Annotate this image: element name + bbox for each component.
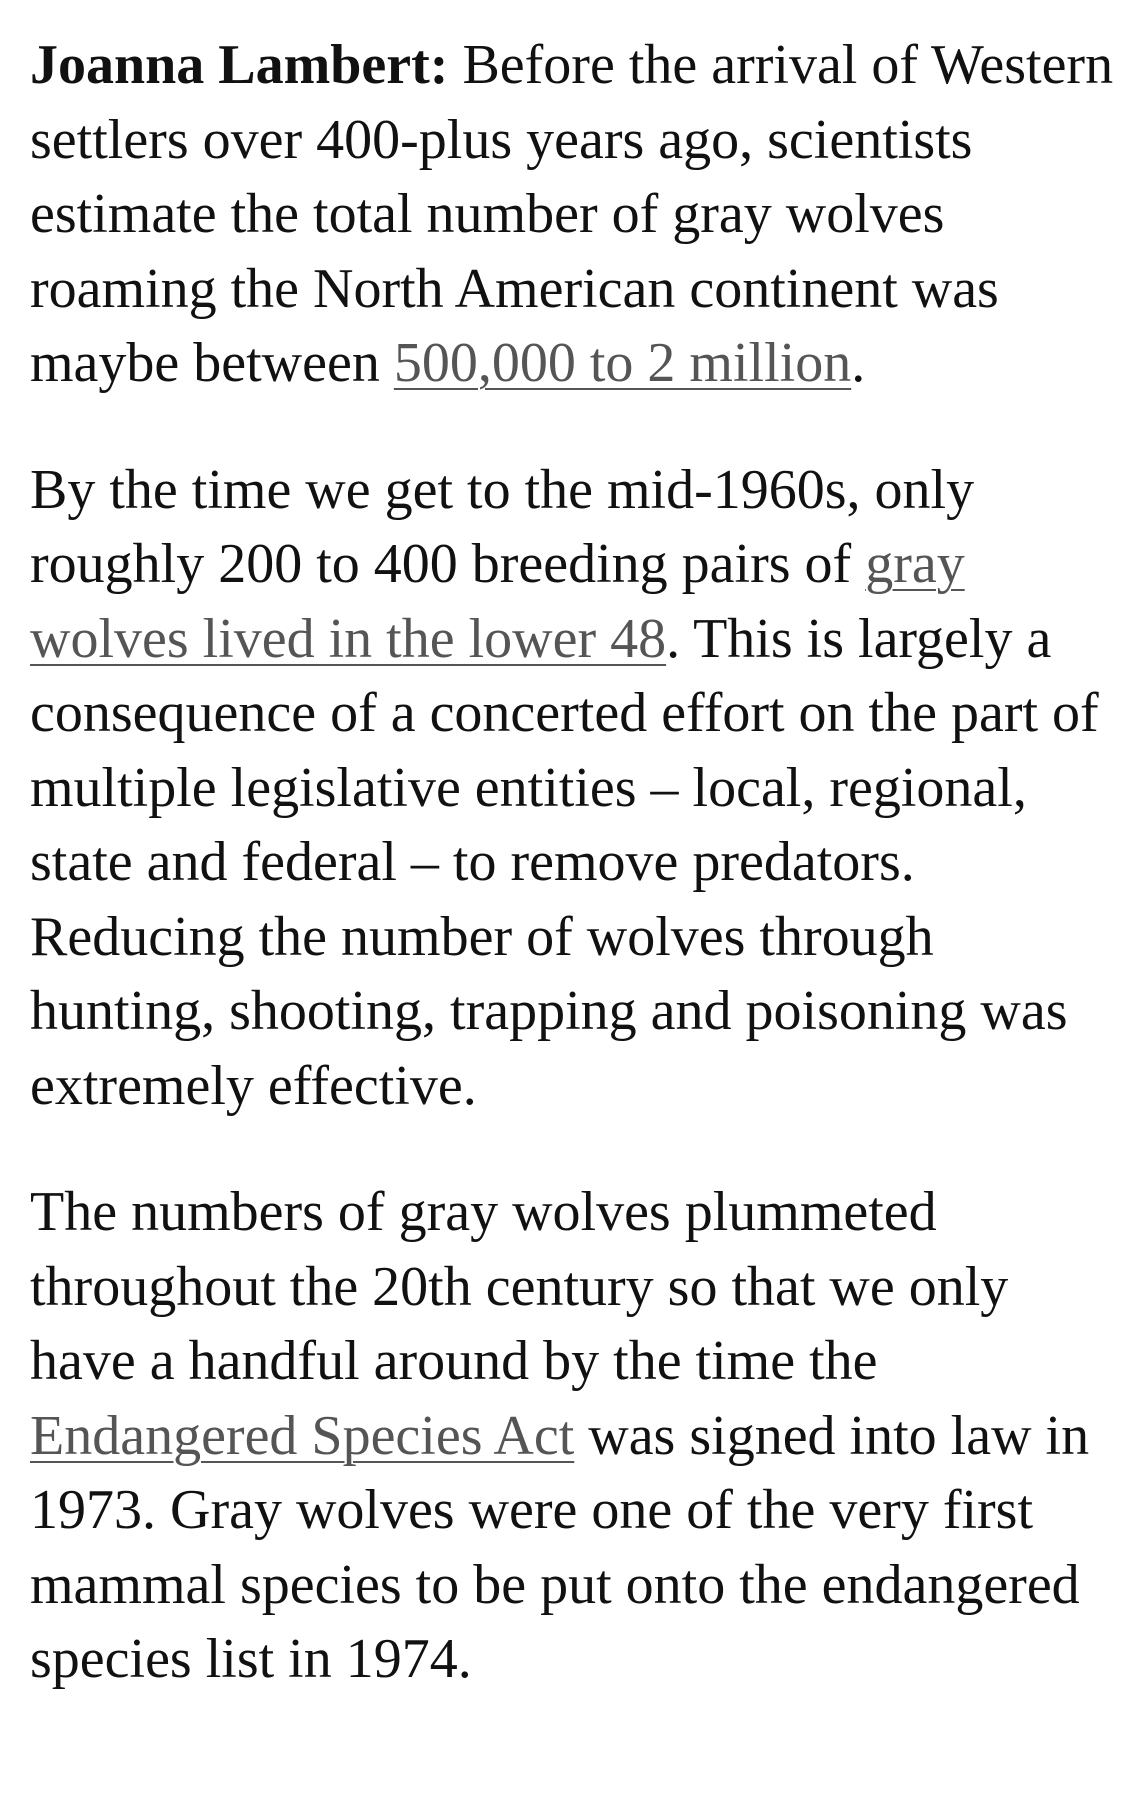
link-gray-wolves-lower-48[interactable]: gray wolves lived in the lower 48 <box>30 533 965 670</box>
paragraph-3 <box>30 1175 1115 1697</box>
paragraph-2 <box>30 453 1115 1124</box>
paragraph-3-text-before-link: The numbers of gray wolves plummeted throughout the 20th century so that we only have a handful around by the time the <box>30 1181 1009 1392</box>
paragraph-2-text-after-link: . This is largely a consequence of a concerted effort on the part of multiple legislative entities – local, regional, state and federal – to remove predators. Reducing the number of wolves through hunting, shooting, trapping and poisoning was extremely effective. <box>30 607 1099 1117</box>
link-endangered-species-act[interactable]: Endangered Species Act <box>30 1404 575 1467</box>
speaker-name: Joanna Lambert: <box>30 34 449 96</box>
paragraph-1 <box>30 28 1115 401</box>
paragraph-3-text-after-link: was signed into law in 1973. Gray wolves were one of the very first mammal species to be put onto the endangered species list in 1974. <box>30 1404 1090 1690</box>
paragraph-1-text-before-link: Before the arrival of Western settlers over 400-plus years ago, scientists estimate the total number of gray wolves roaming the North American continent was maybe between <box>30 34 1114 394</box>
paragraph-1-text-after-link: . <box>851 332 866 394</box>
paragraph-2-text-before-link: By the time we get to the mid-1960s, only roughly 200 to 400 breeding pairs of <box>30 458 975 595</box>
link-wolf-population-estimate[interactable]: 500,000 to 2 million <box>393 332 852 394</box>
